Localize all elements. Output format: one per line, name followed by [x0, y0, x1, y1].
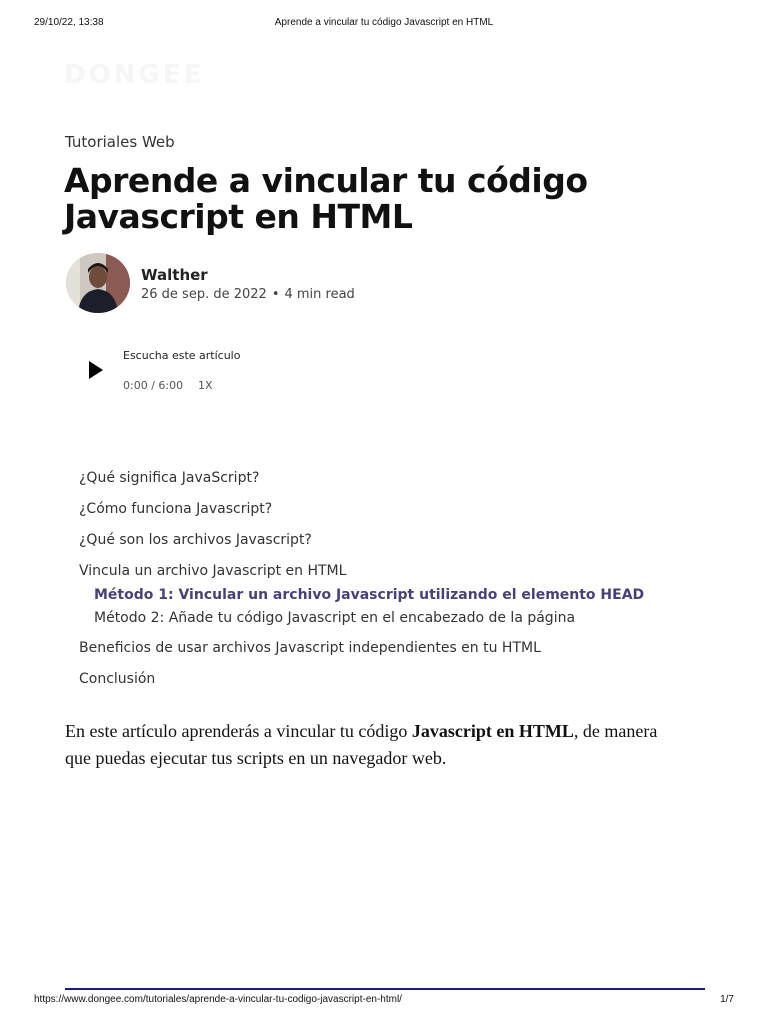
playback-speed-button[interactable]: 1X — [198, 379, 213, 392]
article-title: Aprende a vincular tu código Javascript en HTML — [64, 161, 588, 236]
toc-item[interactable]: ¿Qué significa JavaScript? — [79, 470, 260, 486]
site-logo[interactable]: DONGEE — [64, 60, 205, 90]
bottom-divider — [65, 988, 705, 990]
print-footer — [0, 994, 768, 1008]
author-name[interactable]: Walther — [141, 266, 208, 284]
publish-date: 26 de sep. de 2022 — [141, 287, 267, 302]
toc-subitem[interactable]: Método 2: Añade tu código Javascript en el encabezado de la página — [94, 610, 576, 626]
toc-item[interactable]: ¿Cómo funciona Javascript? — [79, 501, 273, 517]
intro-text: En este artículo aprenderás a vincular tu código — [65, 721, 412, 741]
author-avatar — [66, 253, 130, 313]
play-icon[interactable] — [86, 360, 106, 380]
toc-subitem-active[interactable]: Método 1: Vincular un archivo Javascript utilizando el elemento HEAD — [94, 587, 645, 603]
player-label: Escucha este artículo — [123, 349, 241, 362]
intro-bold: Javascript en HTML — [411, 721, 574, 741]
print-url: https://www.dongee.com/tutoriales/aprende-a-vincular-tu-codigo-javascript-en-html/ — [34, 994, 402, 1005]
audio-player — [80, 345, 340, 405]
print-title: Aprende a vincular tu código Javascript en HTML — [274, 17, 494, 28]
author-block — [66, 253, 466, 315]
player-time: 0:00 / 6:00 — [123, 379, 184, 392]
read-time: 4 min read — [284, 287, 355, 302]
intro-paragraph — [65, 718, 665, 772]
toc-item[interactable]: ¿Qué son los archivos Javascript? — [79, 532, 312, 548]
table-of-contents — [79, 466, 679, 698]
intro-text-end: , de manera que puedas ejecutar tus scripts en un navegador web. — [65, 721, 658, 768]
toc-item[interactable]: Beneficios de usar archivos Javascript independientes en tu HTML — [79, 640, 541, 656]
meta-separator: • — [271, 287, 280, 302]
print-datetime: 29/10/22, 13:38 — [34, 17, 104, 28]
toc-item[interactable]: Conclusión — [79, 671, 156, 687]
toc-item[interactable]: Vincula un archivo Javascript en HTML — [79, 563, 347, 579]
print-header — [0, 17, 768, 31]
author-meta — [141, 287, 355, 302]
category-link[interactable]: Tutoriales Web — [65, 133, 175, 151]
print-page-number: 1/7 — [720, 994, 734, 1005]
